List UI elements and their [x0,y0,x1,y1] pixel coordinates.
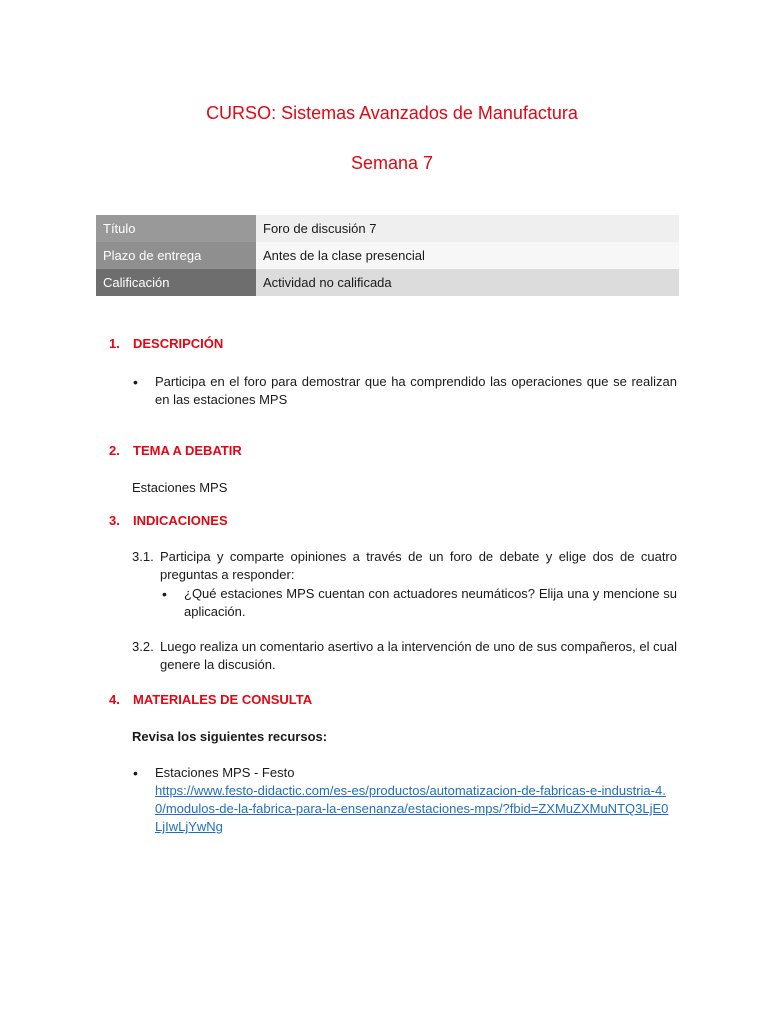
section-heading-tema [109,443,242,458]
section-number: 3. [109,513,120,528]
info-table [96,215,679,296]
section-number: 1. [109,336,120,351]
week-title: Semana 7 [350,153,434,173]
section-title: DESCRIPCIÓN [133,336,224,351]
info-value: Actividad no calificada [256,269,679,296]
bullet-icon: • [162,586,167,602]
info-row-title [96,215,679,242]
resource-link[interactable]: https://www.festo-didactic.com/es-es/productos/automatizacion-de-fabricas-e-industria-4.0/modulos-de-la-fabrica-para-la-ensenanza/estaciones-mps/?fbid=ZXMuZXMuNTQ3LjE0LjIwLjYwNg [155,783,669,834]
indicacion-number: 3.2. [132,639,154,654]
info-key: Calificación [96,269,256,296]
info-value: Antes de la clase presencial [256,242,679,269]
question-text: ¿Qué estaciones MPS cuentan con actuadores neumáticos? Elija una y mencione su aplicación. [184,586,677,619]
indicacion-3-2 [132,638,677,674]
info-key: Plazo de entrega [96,242,256,269]
section-heading-descripcion [109,336,223,351]
resource-bullet [133,764,675,836]
indicacion-text: Luego realiza un comentario asertivo a la intervención de uno de sus compañeros, el cual genere la discusión. [160,639,677,672]
indicacion-number: 3.1. [132,549,154,564]
section-title: INDICACIONES [133,513,228,528]
info-row-deadline [96,242,679,269]
course-title: CURSO: Sistemas Avanzados de Manufactura [206,103,578,123]
section-heading-materiales [109,692,312,707]
section-number: 4. [109,692,120,707]
indicacion-3-1 [132,548,677,584]
info-row-grade [96,269,679,296]
section-number: 2. [109,443,120,458]
section-title: TEMA A DEBATIR [133,443,242,458]
section-heading-indicaciones [109,513,228,528]
bullet-icon: • [133,374,138,390]
section-title: MATERIALES DE CONSULTA [133,692,313,707]
indicacion-question-bullet [162,585,677,621]
descripcion-bullet [133,373,677,409]
resource-title: Estaciones MPS - Festo [155,765,295,780]
materiales-intro: Revisa los siguientes recursos: [132,729,328,744]
descripcion-text: Participa en el foro para demostrar que ha comprendido las operaciones que se realizan en las estaciones MPS [155,374,677,407]
indicacion-text: Participa y comparte opiniones a través de un foro de debate y elige dos de cuatro preguntas a responder: [160,549,677,582]
info-value: Foro de discusión 7 [256,215,679,242]
info-key: Título [96,215,256,242]
bullet-icon: • [133,765,138,781]
tema-text: Estaciones MPS [132,480,228,495]
